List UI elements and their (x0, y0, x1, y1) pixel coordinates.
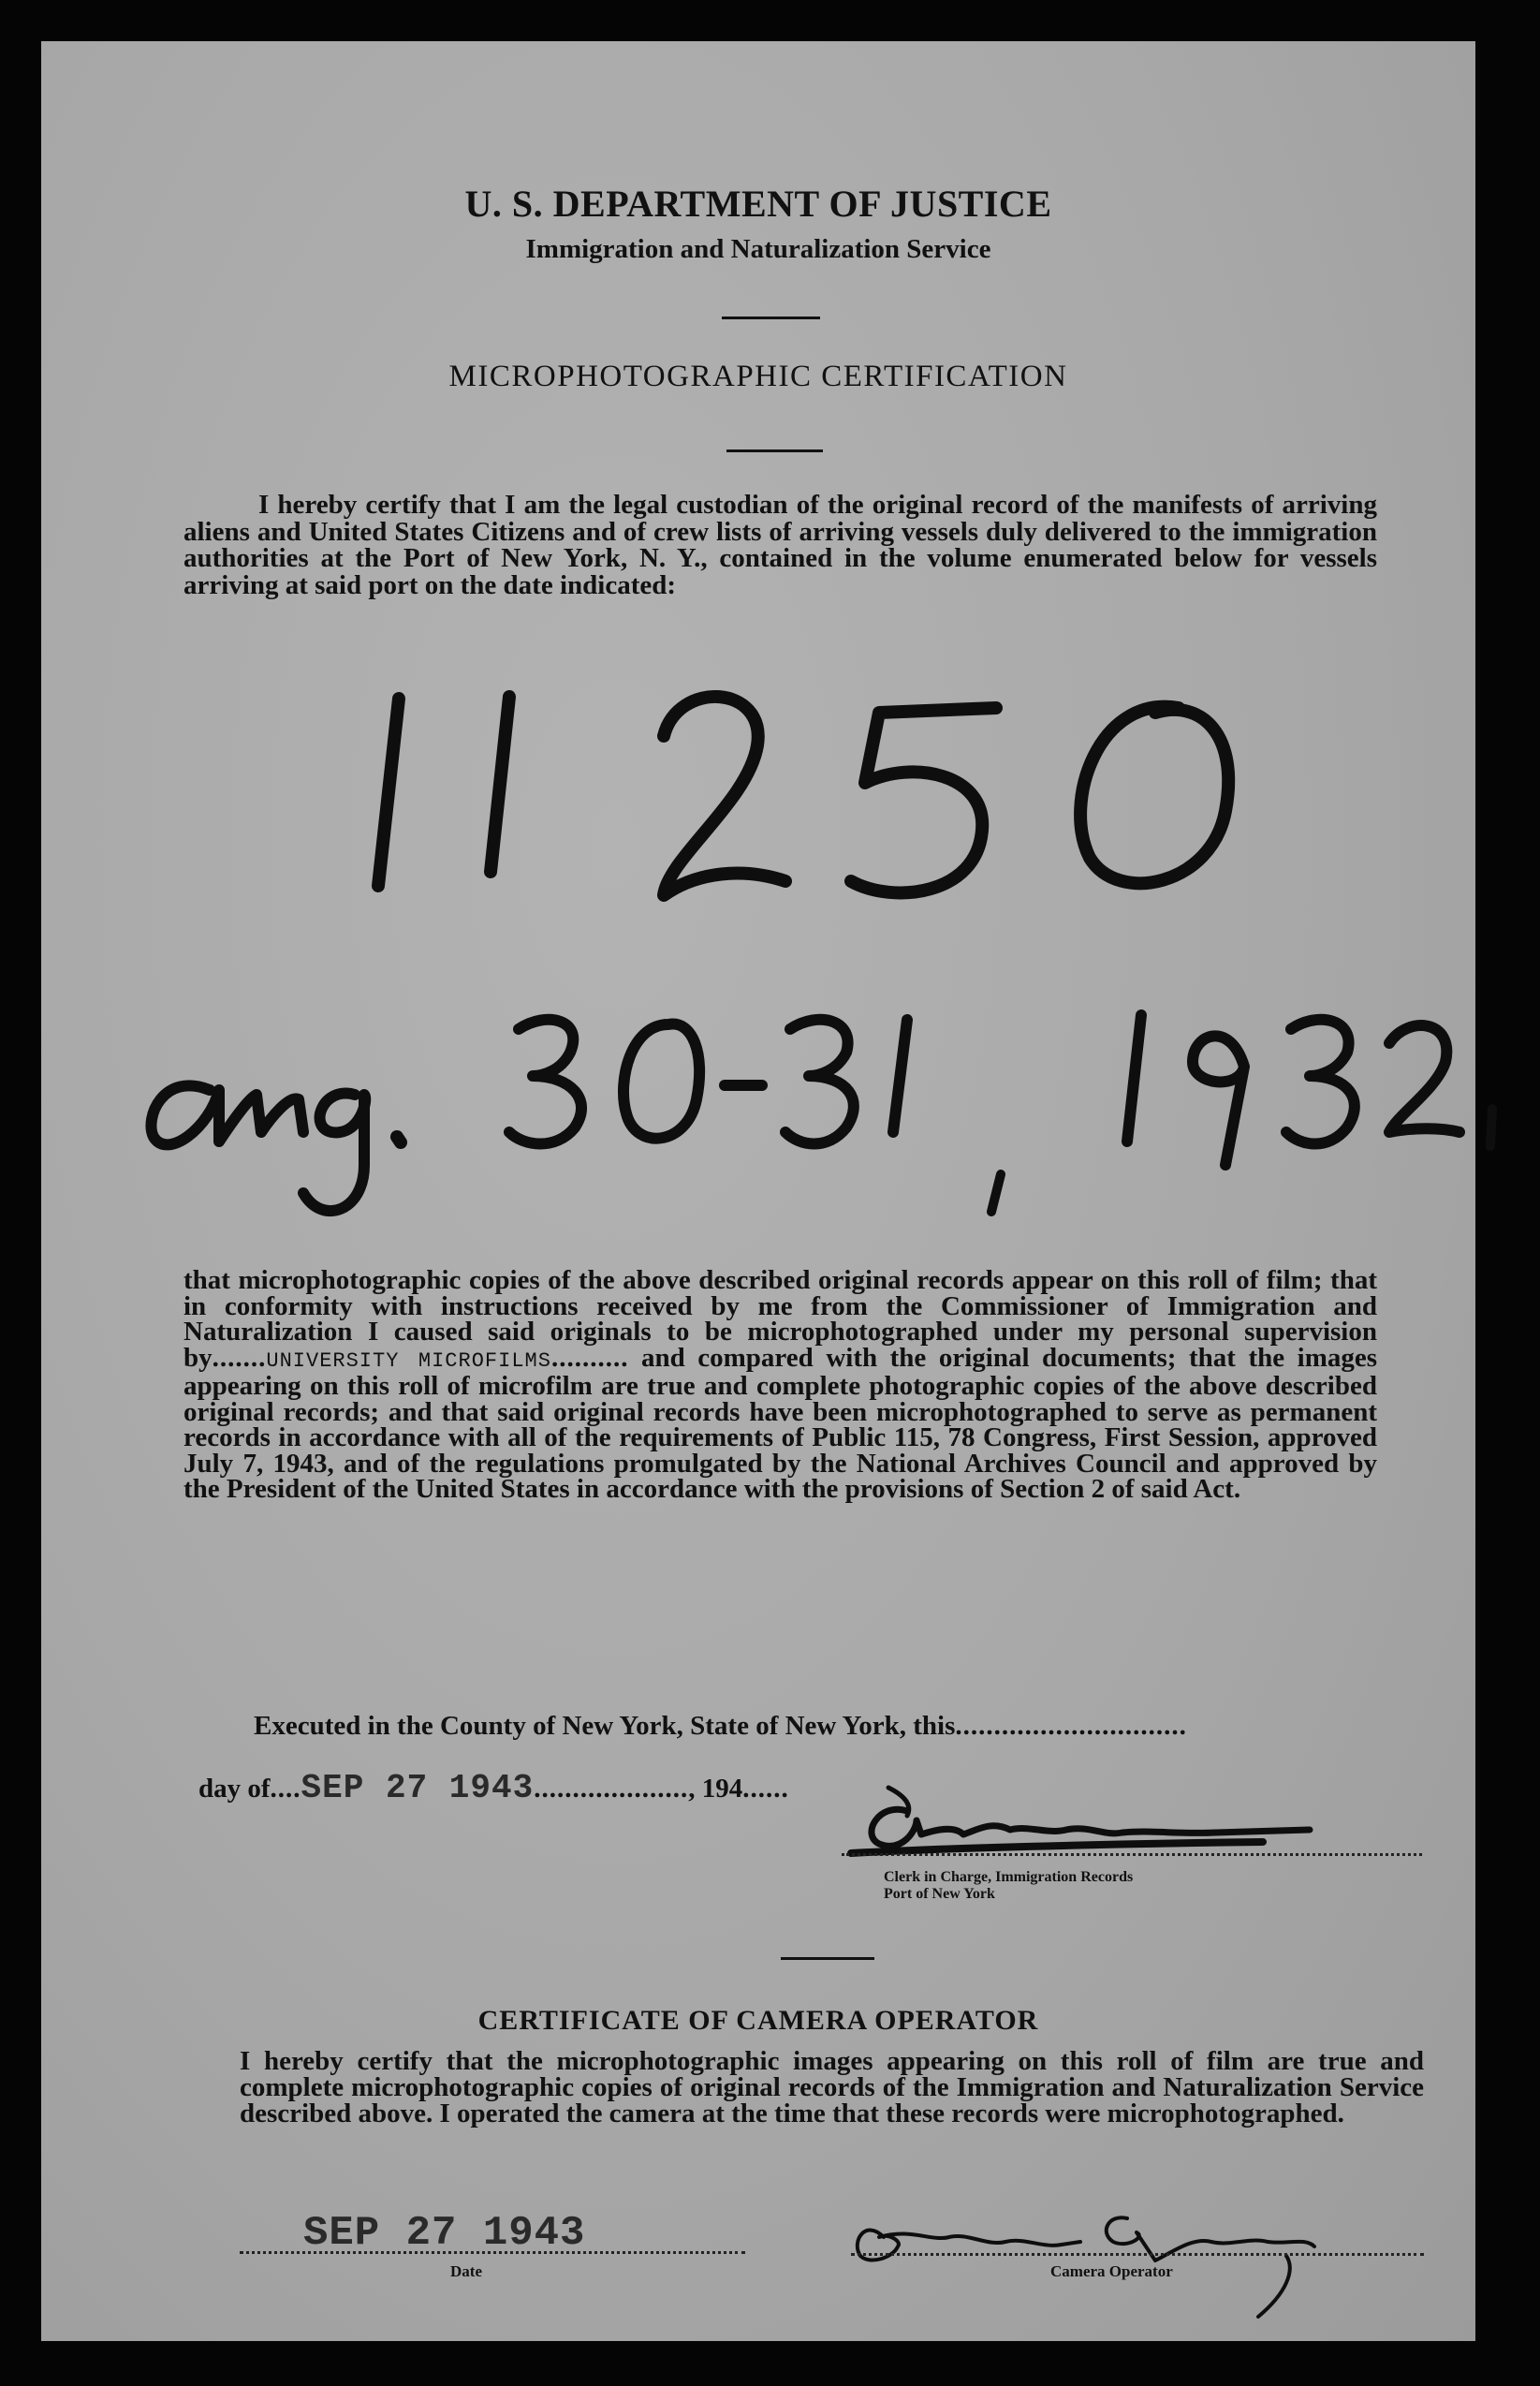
divider (781, 1957, 874, 1960)
document-title: MICROPHOTOGRAPHIC CERTIFICATION (448, 360, 1068, 393)
clerk-title: Clerk in Charge, Immigration Records Port of New York (884, 1869, 1134, 1902)
date-stamp: SEP 27 1943 (301, 1769, 535, 1807)
operator-certificate-text: I hereby certify that the microphotographic images appearing on this roll of film are true and complete microphotographic copies of original records of the Immigration and Naturalization Service described above. I operated the camera at the time that these records were microphotographed. (240, 2046, 1424, 2128)
department-heading: U. S. DEPARTMENT OF JUSTICE (464, 183, 1052, 225)
date-line (240, 2251, 745, 2254)
agency-subheading: Immigration and Naturalization Service (525, 234, 991, 264)
intro-paragraph: I hereby certify that I am the legal custodian of the original record of the manifests of arriving aliens and United States Citizens and of crew lists of arriving vessels duly delivered to the immigration authorities at the Port of New York, N. Y., contained in the volume enumerated below for vessels arriving at said port on the date indicated: (183, 490, 1377, 600)
day-of-line: day of....SEP 27 1943...................., 194...... (198, 1769, 789, 1807)
divider (722, 317, 820, 319)
year-prefix: , 194 (688, 1774, 743, 1804)
camera-operator-label: Camera Operator (1050, 2262, 1173, 2280)
date-label: Date (450, 2262, 482, 2280)
handwritten-date-range (107, 978, 1511, 1221)
executed-line: Executed in the County of New York, State of New York, this.............................. (254, 1711, 1187, 1741)
body-text-part2: and compared with the original documents; that the images appearing on this roll of microfilm are true and complete photographic copies of the above described original records; and that said original records have been microphotographed to serve as permanent records in accordance with all of the requirements of Public 115, 78 Congress, First Session, approved July 7, 1943, and of the regulations promulgated by the National Archives Council and approved by the President of the United States in accordance with the provisions of Section 2 of said Act. (183, 1342, 1378, 1504)
operator-date-stamp: SEP 27 1943 (303, 2210, 586, 2257)
clerk-signature-line (842, 1853, 1422, 1856)
operator-certificate-title: CERTIFICATE OF CAMERA OPERATOR (477, 2005, 1039, 2036)
certificate-sheet (41, 41, 1475, 2341)
clerk-signature (823, 1778, 1403, 1877)
filming-company: UNIVERSITY MICROFILMS (266, 1348, 551, 1373)
handwritten-volume-number (341, 670, 1324, 942)
camera-operator-signature-line (851, 2253, 1424, 2256)
camera-operator-signature (846, 2200, 1371, 2321)
certification-body: that microphotographic copies of the above described original records appear on this roll of film; that in conformity with instructions received by me from the Commissioner of Immigration and Naturalization I caused said originals to be microphotographed under my personal supervision by.......UNIVERSITY MICROFILMS.......... and compared with the original documents; that the images appearing on this roll of microfilm are true and complete photographic copies of the above described original records; and that said original records have been microphotographed to serve as permanent records in accordance with all of the requirements of Public 115, 78 Congress, First Session, approved July 7, 1943, and of the regulations promulgated by the National Archives Council and approved by the President of the United States in accordance with the provisions of Section 2 of said Act. (183, 1265, 1378, 1504)
body-text-part1: that microphotographic copies of the above described original records appear on this roll of film; that in conformity with instructions received by me from the Commissioner of Immigration and Naturalization I caused said originals to be microphotographed under my personal supervision by (183, 1265, 1377, 1373)
divider (726, 449, 823, 452)
